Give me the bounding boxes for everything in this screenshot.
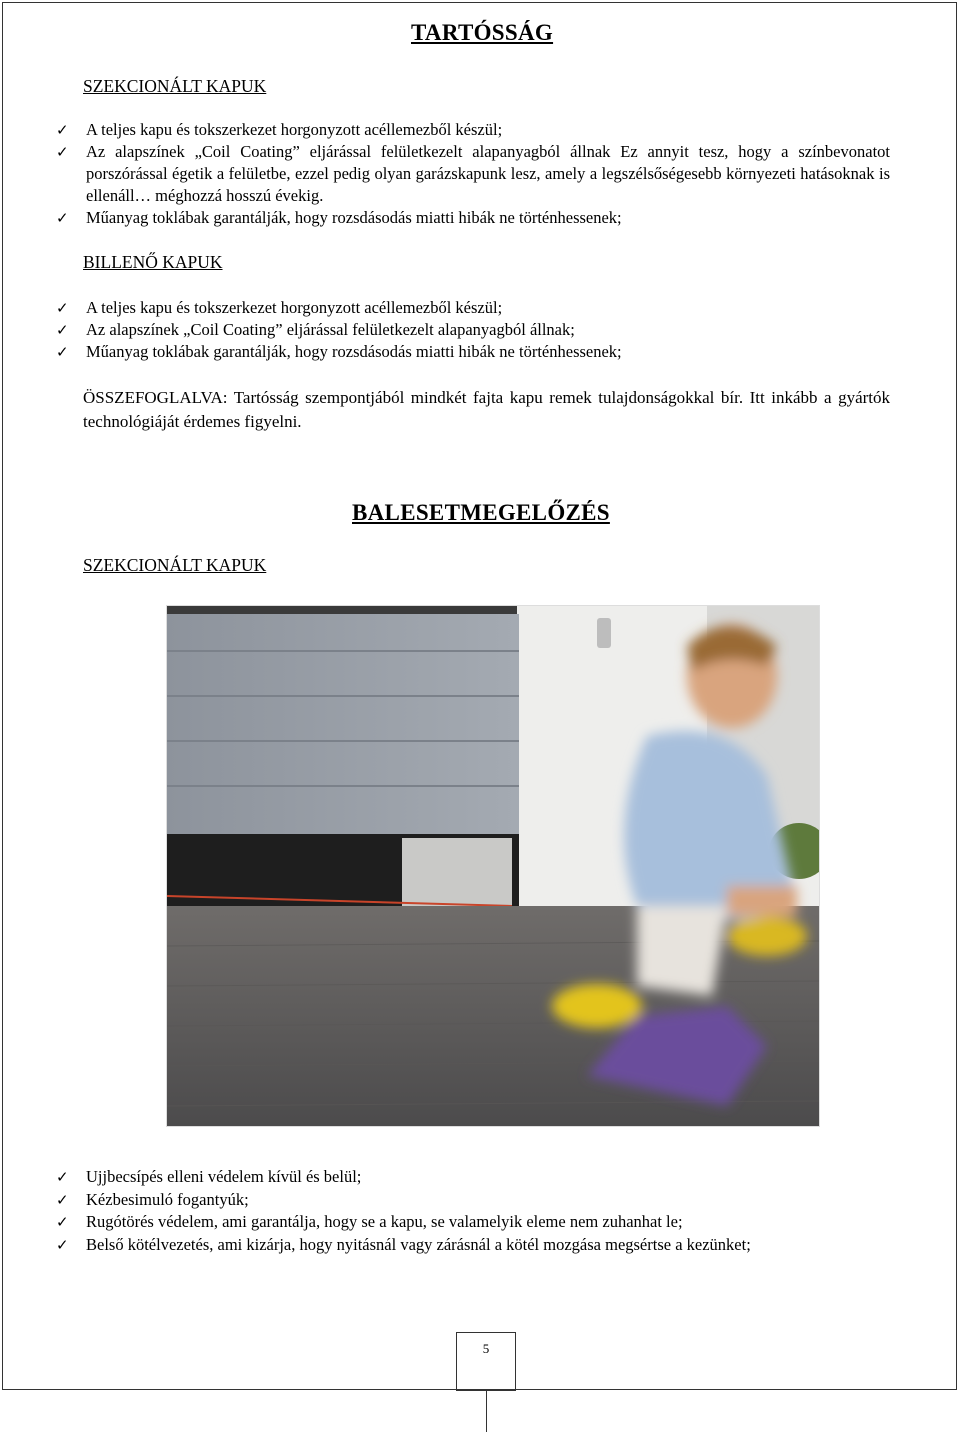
safety-item-2: Kézbesimuló fogantyúk;: [86, 1190, 249, 1209]
check-icon: ✓: [56, 299, 69, 317]
check-icon: ✓: [56, 209, 69, 227]
safety-sectional-heading: SZEKCIONÁLT KAPUK: [83, 555, 267, 575]
durability-sectional-heading: SZEKCIONÁLT KAPUK: [83, 76, 267, 96]
garage-door-child-photo: [166, 605, 820, 1127]
check-icon: ✓: [56, 1191, 69, 1209]
durability-tilting-item-3: Műanyag toklábak garantálják, hogy rozsdásodás miatti hibák ne történhessenek;: [86, 342, 622, 361]
page-number-tick: [486, 1391, 487, 1432]
check-icon: ✓: [56, 321, 69, 339]
durability-sectional-item-2: Az alapszínek „Coil Coating” eljárással felületkezelt alapanyagból állnak Ez annyit tesz, hogy a színbevonatot porszórással égetik a felületbe, ezzel pedig olyan garázskapunk lesz, amely a legszélsőségesebb környezeti hatásoknak is ellenáll… méghozzá hosszú évekig.: [86, 142, 890, 205]
durability-title: TARTÓSSÁG: [411, 20, 554, 45]
check-icon: ✓: [56, 1168, 69, 1186]
safety-item-1: Ujjbecsípés elleni védelem kívül és belül;: [86, 1167, 362, 1186]
durability-tilting-item-1: A teljes kapu és tokszerkezet horgonyzott acéllemezből készül;: [86, 298, 503, 317]
safety-item-3: Rugótörés védelem, ami garantálja, hogy se a kapu, se valamelyik eleme nem zuhanhat le;: [86, 1212, 683, 1231]
check-icon: ✓: [56, 121, 69, 139]
check-icon: ✓: [56, 1213, 69, 1231]
page-number: 5: [482, 1341, 490, 1356]
check-icon: ✓: [56, 143, 69, 161]
safety-item-4: Belső kötélvezetés, ami kizárja, hogy nyitásnál vagy zárásnál a kötél mozgása megsértse a kezünket;: [86, 1235, 751, 1254]
durability-summary: ÖSSZEFOGLALVA: Tartósság szempontjából mindkét fajta kapu remek tulajdonságokkal bír. Itt inkább a gyártók technológiáját érdemes figyelni.: [83, 388, 890, 431]
check-icon: ✓: [56, 1236, 69, 1254]
durability-sectional-item-1: A teljes kapu és tokszerkezet horgonyzott acéllemezből készül;: [86, 120, 503, 139]
check-icon: ✓: [56, 343, 69, 361]
durability-sectional-item-3: Műanyag toklábak garantálják, hogy rozsdásodás miatti hibák ne történhessenek;: [86, 208, 622, 227]
page-number-box: [456, 1332, 516, 1391]
safety-title: BALESETMEGELŐZÉS: [352, 500, 610, 525]
durability-tilting-item-2: Az alapszínek „Coil Coating” eljárással felületkezelt alapanyagból állnak;: [86, 320, 575, 339]
durability-tilting-heading: BILLENŐ KAPUK: [83, 252, 223, 272]
